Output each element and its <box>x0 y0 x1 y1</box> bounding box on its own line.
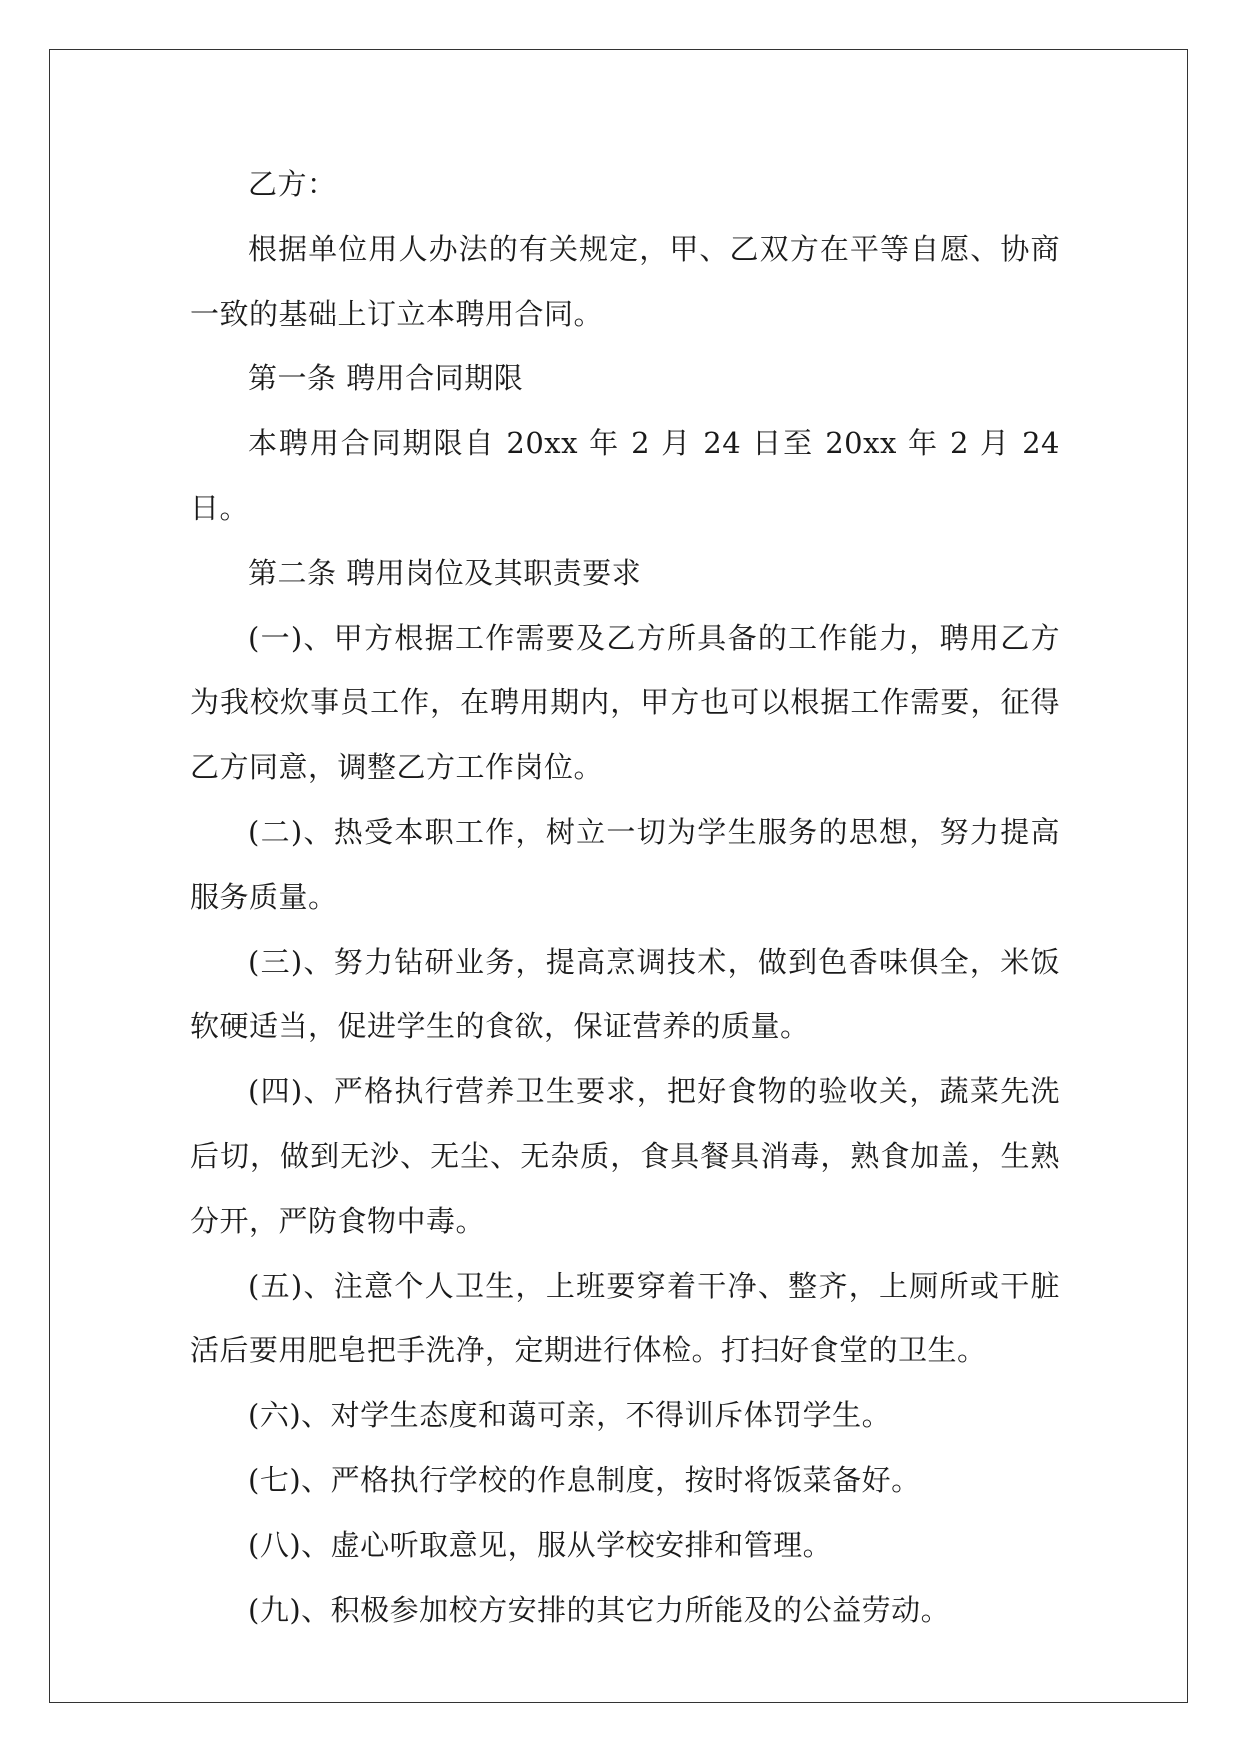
duty-item-9: (九)、积极参加校方安排的其它力所能及的公益劳动。 <box>248 1592 951 1627</box>
duty-item-8: (八)、虚心听取意见，服从学校安排和管理。 <box>248 1527 833 1562</box>
duty-item-5: (五)、注意个人卫生，上班要穿着干净、整齐，上厕所或干脏活后要用肥皂把手洗净，定期进行体检。打扫好食堂的卫生。 <box>190 1268 1060 1368</box>
duty-item-7: (七)、严格执行学校的作息制度，按时将饭菜备好。 <box>248 1462 921 1497</box>
duty-item-3: (三)、努力钻研业务，提高烹调技术，做到色香味俱全，米饭软硬适当，促进学生的食欲，保证营养的质量。 <box>190 944 1060 1044</box>
party-b-label: 乙方： <box>248 167 337 201</box>
duty-item-1: (一)、甲方根据工作需要及乙方所具备的工作能力，聘用乙方为我校炊事员工作，在聘用期内，甲方也可以根据工作需要，征得乙方同意，调整乙方工作岗位。 <box>190 620 1060 785</box>
contract-preamble: 根据单位用人办法的有关规定，甲、乙双方在平等自愿、协商一致的基础上订立本聘用合同。 <box>190 231 1060 331</box>
document-body <box>190 152 1060 1642</box>
duty-item-2: (二)、热受本职工作，树立一切为学生服务的思想，努力提高服务质量。 <box>190 814 1060 914</box>
article-2-heading: 第二条 聘用岗位及其职责要求 <box>248 555 642 590</box>
contract-term: 本聘用合同期限自 20xx 年 2 月 24 日至 20xx 年 2 月 24 日。 <box>190 426 1060 525</box>
article-1-heading: 第一条 聘用合同期限 <box>248 361 524 396</box>
duty-item-4: (四)、严格执行营养卫生要求，把好食物的验收关，蔬菜先洗后切，做到无沙、无尘、无杂质，食具餐具消毒，熟食加盖，生熟分开，严防食物中毒。 <box>190 1074 1060 1238</box>
duty-item-6: (六)、对学生态度和蔼可亲，不得训斥体罚学生。 <box>248 1398 892 1433</box>
